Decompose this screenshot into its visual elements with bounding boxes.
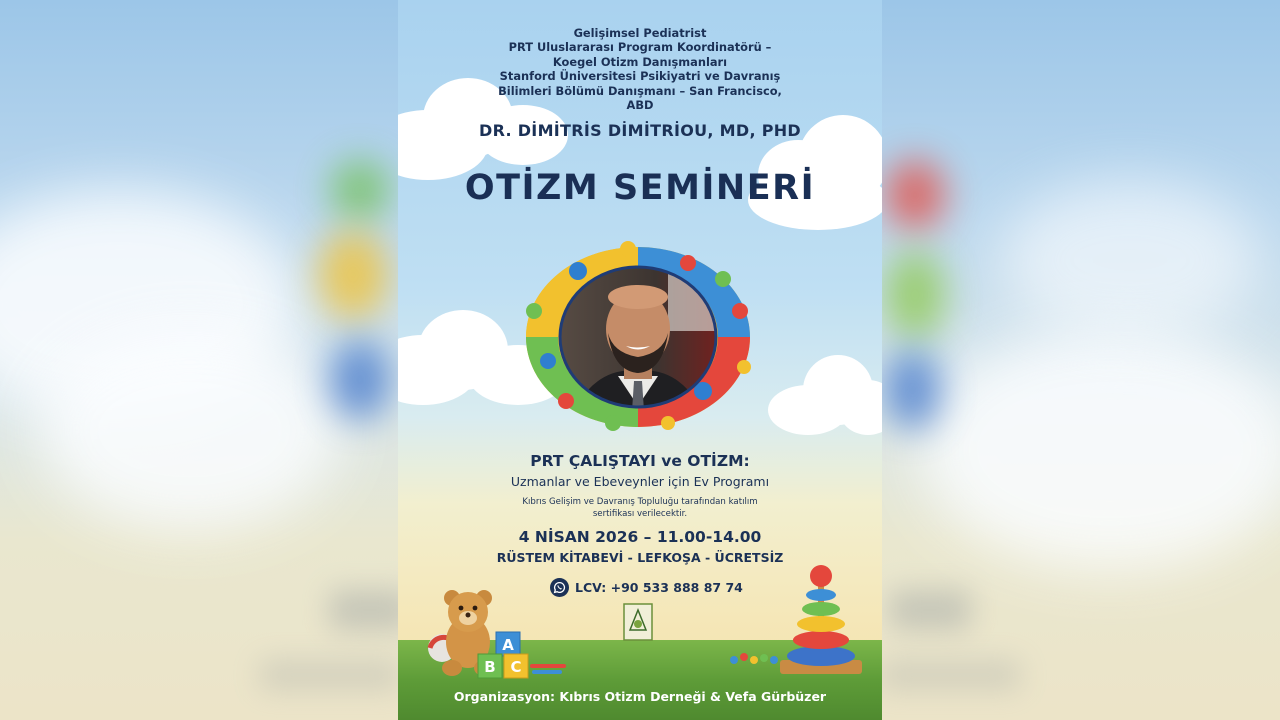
rsvp-contact[interactable] (550, 577, 743, 597)
doctor-name: DR. DİMİTRİS DİMİTRİOU, MD, PHD (478, 121, 802, 140)
seminar-poster (398, 0, 882, 720)
credential-line: Stanford Üniversitesi Psikiyatri ve Davranış (499, 69, 781, 84)
ring-stacker-toy-icon (776, 560, 866, 680)
event-date-time: 4 NİSAN 2026 – 11.00-14.00 (518, 528, 762, 546)
credential-line: PRT Uluslararası Program Koordinatörü – (508, 40, 772, 55)
event-venue: RÜSTEM KİTABEVİ - LEFKOŞA - ÜCRETSİZ (496, 550, 784, 565)
credential-line: ABD (626, 98, 654, 113)
association-logo (620, 600, 656, 644)
abc-blocks-icon (476, 628, 586, 680)
whatsapp-icon (550, 578, 569, 597)
credential-line: Koegel Otizm Danışmanları (552, 54, 728, 69)
workshop-subtitle: PRT ÇALIŞTAYI ve OTİZM: (530, 452, 750, 470)
program-description: Uzmanlar ve Ebeveynler için Ev Programı (510, 474, 770, 489)
certificate-note (398, 496, 882, 520)
certificate-line: Kıbrıs Gelişim ve Davranış Topluluğu tarafından katılım (522, 497, 758, 507)
doctor-credentials (398, 26, 882, 112)
block-letter-b: B (484, 658, 496, 676)
credential-line: Bilimleri Bölümü Danışmanı – San Francisco, (498, 83, 782, 98)
credential-line: Gelişimsel Pediatrist (573, 26, 707, 40)
certificate-line: sertifikası verilecektir. (592, 509, 688, 519)
organizer-credit: Organizasyon: Kıbrıs Otizm Derneği & Vefa Gürbüzer (453, 689, 827, 704)
rsvp-phone: LCV: +90 533 888 87 74 (575, 579, 743, 595)
puzzle-ring-portrait (518, 241, 758, 433)
block-letter-a: A (502, 636, 514, 654)
poster-title: OTİZM SEMİNERİ (464, 168, 816, 208)
block-letter-c: C (510, 658, 522, 676)
cloud-mid-right (768, 350, 882, 440)
